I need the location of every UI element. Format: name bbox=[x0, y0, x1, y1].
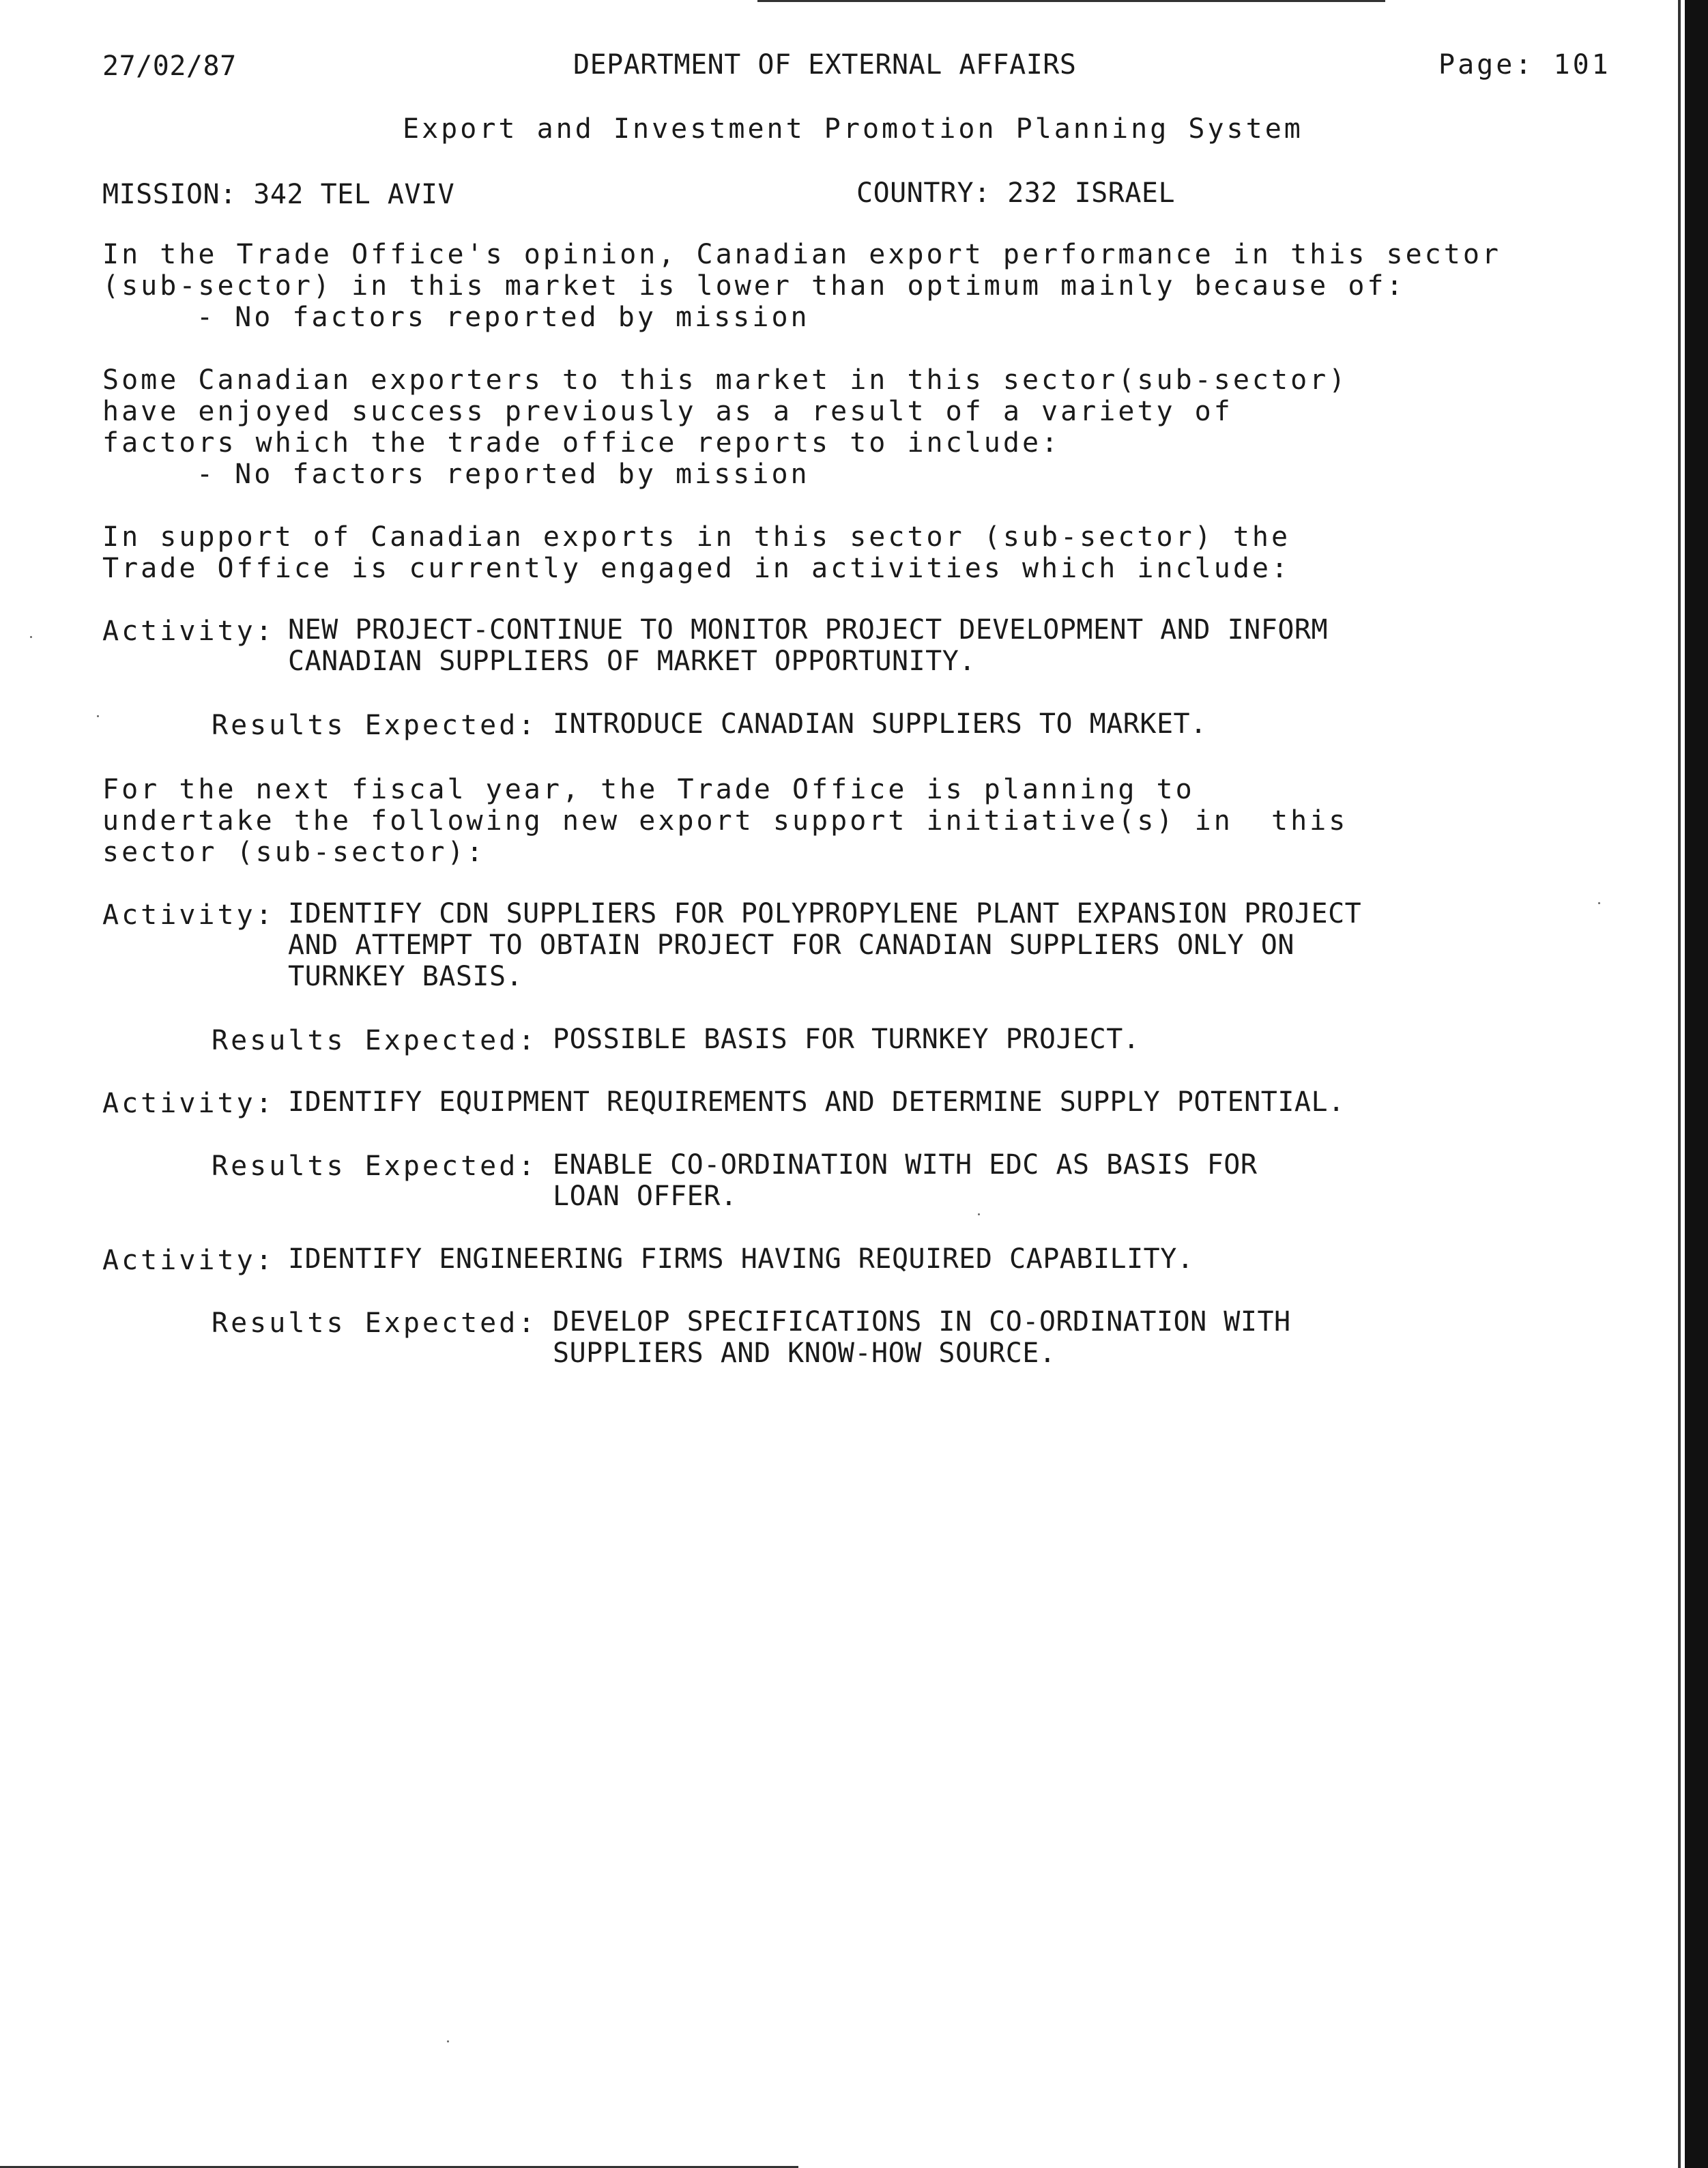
activity-text-line-1: IDENTIFY EQUIPMENT REQUIREMENTS AND DETERMINE SUPPLY POTENTIAL. bbox=[288, 1086, 1345, 1118]
success-line-2: have enjoyed success previously as a result of a variety of bbox=[102, 396, 1233, 427]
scan-speck bbox=[1598, 902, 1600, 904]
next-year-line-2: undertake the following new export support initiative(s) in this bbox=[102, 805, 1348, 837]
results-text-line-2: SUPPLIERS AND KNOW-HOW SOURCE. bbox=[553, 1338, 1056, 1369]
scan-speck bbox=[30, 636, 32, 638]
performance-factors: - No factors reported by mission bbox=[197, 302, 810, 333]
department-title: DEPARTMENT OF EXTERNAL AFFAIRS bbox=[573, 49, 1077, 81]
results-text-line-1: POSSIBLE BASIS FOR TURNKEY PROJECT. bbox=[553, 1024, 1140, 1055]
activity-text-line-1: NEW PROJECT-CONTINUE TO MONITOR PROJECT DEVELOPMENT AND INFORM bbox=[288, 614, 1329, 646]
scan-right-edge-line bbox=[1678, 0, 1681, 2168]
activity-label: Activity: bbox=[102, 616, 275, 647]
support-line-1: In support of Canadian exports in this sector (sub-sector) the bbox=[102, 521, 1291, 553]
next-year-line-3: sector (sub-sector): bbox=[102, 837, 486, 868]
scan-speck bbox=[978, 1213, 980, 1215]
scan-right-edge bbox=[1685, 0, 1708, 2168]
results-label: Results Expected: bbox=[212, 710, 538, 741]
activity-label: Activity: bbox=[102, 899, 275, 931]
next-year-line-1: For the next fiscal year, the Trade Office is planning to bbox=[102, 774, 1195, 805]
performance-line-1: In the Trade Office's opinion, Canadian export performance in this sector bbox=[102, 239, 1501, 270]
results-text-line-1: DEVELOP SPECIFICATIONS IN CO-ORDINATION WITH bbox=[553, 1306, 1291, 1338]
support-line-2: Trade Office is currently engaged in activities which include: bbox=[102, 553, 1291, 584]
mission-label: MISSION: 342 TEL AVIV bbox=[102, 179, 455, 210]
activity-label: Activity: bbox=[102, 1245, 275, 1276]
results-text-line-2: LOAN OFFER. bbox=[553, 1181, 738, 1212]
page-number: Page: 101 bbox=[1438, 49, 1611, 81]
results-label: Results Expected: bbox=[212, 1025, 538, 1056]
results-label: Results Expected: bbox=[212, 1151, 538, 1182]
system-title: Export and Investment Promotion Planning System bbox=[403, 113, 1303, 145]
activity-label: Activity: bbox=[102, 1088, 275, 1119]
activity-text-line-3: TURNKEY BASIS. bbox=[288, 961, 523, 992]
activity-text-line-2: CANADIAN SUPPLIERS OF MARKET OPPORTUNITY. bbox=[288, 646, 976, 677]
results-text-line-1: INTRODUCE CANADIAN SUPPLIERS TO MARKET. bbox=[553, 708, 1207, 740]
activity-text-line-1: IDENTIFY CDN SUPPLIERS FOR POLYPROPYLENE PLANT EXPANSION PROJECT bbox=[288, 898, 1362, 929]
activity-text-line-2: AND ATTEMPT TO OBTAIN PROJECT FOR CANADIAN SUPPLIERS ONLY ON bbox=[288, 929, 1294, 961]
report-date: 27/02/87 bbox=[102, 50, 237, 82]
scan-top-rule bbox=[757, 0, 1385, 2]
activity-text-line-1: IDENTIFY ENGINEERING FIRMS HAVING REQUIRED CAPABILITY. bbox=[288, 1243, 1194, 1275]
country-label: COUNTRY: 232 ISRAEL bbox=[856, 177, 1176, 209]
results-text-line-1: ENABLE CO-ORDINATION WITH EDC AS BASIS FOR bbox=[553, 1149, 1258, 1181]
scan-speck bbox=[447, 2040, 449, 2042]
scan-speck bbox=[97, 715, 99, 717]
success-line-3: factors which the trade office reports to include: bbox=[102, 427, 1061, 459]
success-factors: - No factors reported by mission bbox=[197, 459, 810, 490]
performance-line-2: (sub-sector) in this market is lower than optimum mainly because of: bbox=[102, 270, 1406, 302]
results-label: Results Expected: bbox=[212, 1307, 538, 1339]
success-line-1: Some Canadian exporters to this market in this sector(sub-sector) bbox=[102, 364, 1348, 396]
